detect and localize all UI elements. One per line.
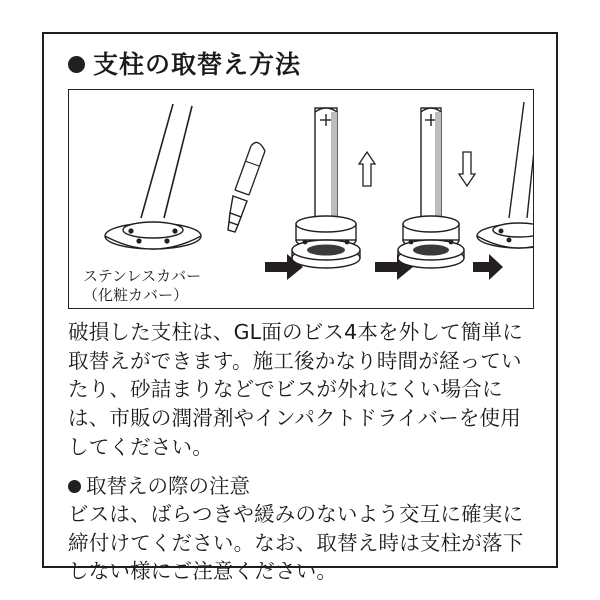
paragraph-2 — [68, 500, 534, 586]
filled-circle-icon — [68, 56, 85, 73]
paragraph-1-text: 破損した支柱は、GL面のビス4本を外して簡単に取替えができます。施工後かなり時間が経っていたり、砂詰まりなどでビスが外れにくい場合には、市販の潤滑剤やインパクトドライバーを使用してください。 — [68, 320, 523, 459]
figure-caption — [83, 267, 201, 304]
page-title — [68, 52, 534, 77]
step3-post — [398, 108, 464, 268]
paragraph-2-text: ビスは、ばらつきや緩みのないよう交互に確実に締付けてください。なお、取替え時は支柱が落下しない様にご注意ください。 — [68, 502, 524, 584]
card-inner — [68, 50, 534, 584]
step4-post — [477, 102, 534, 248]
step1-screwdriver — [228, 142, 265, 232]
arrow-down-icon — [459, 152, 475, 186]
notes-subheading — [68, 474, 534, 499]
step1-post — [105, 104, 201, 249]
page-title-text: 支柱の取替え方法 — [93, 50, 302, 79]
filled-circle-small-icon — [68, 480, 81, 493]
step2-post — [292, 108, 360, 268]
body-block — [68, 318, 534, 586]
paragraph-1 — [68, 318, 534, 461]
figure-caption-line1: ステンレスカバー — [83, 267, 202, 286]
arrow-right-3 — [473, 254, 503, 280]
arrow-up-icon — [359, 152, 375, 186]
diagram-figure — [68, 89, 534, 309]
instruction-card — [42, 32, 558, 584]
notes-subheading-text: 取替えの際の注意 — [86, 474, 250, 499]
figure-caption-line2: （化粧カバー） — [83, 285, 189, 304]
